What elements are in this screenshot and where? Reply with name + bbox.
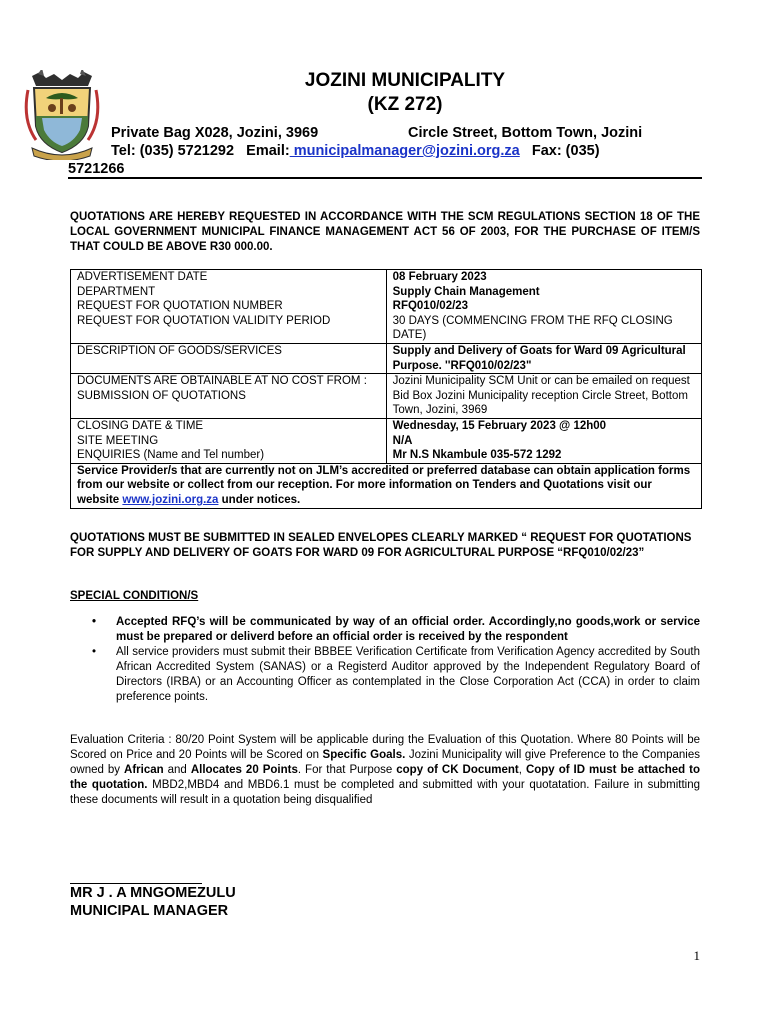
documents-submission-values [386,374,701,419]
header-divider [68,177,702,179]
value-documents: Jozini Municipality SCM Unit or can be emailed on request [392,375,690,388]
condition-text: All service providers must submit their BBBEE Verification Certificate from Verification Agency accredited by South African Accredited System (SANAS) or a Registerd Auditor approved by the Independent Regulatory Board of Directors (IRBA) or an Accounting Officer as contemplated in the Close Corporation Act (CCA) in order to claim preference points. [116,646,700,703]
value-validity-period: 30 DAYS (COMMENCING FROM THE RFQ CLOSING DATE) [392,314,673,342]
table-labels [71,270,387,344]
label-documents: DOCUMENTS ARE OBTAINABLE AT NO COST FROM : [77,375,367,388]
label-submission: SUBMISSION OF QUOTATIONS [77,389,246,402]
value-rfq-number: RFQ010/02/23 [392,300,469,313]
street-address: Circle Street, Bottom Town, Jozini [408,125,643,141]
list-item [70,645,700,705]
label-closing-date: CLOSING DATE & TIME [77,419,204,432]
eval-text: and [163,764,191,776]
email-label: Email: [246,143,290,159]
special-conditions-title: SPECIAL CONDITION/S [70,590,199,602]
eval-bold: Specific Goals. [322,749,406,761]
label-advertisement-date: ADVERTISEMENT DATE [77,271,208,283]
contact-line [111,143,600,159]
documents-submission-labels [71,374,387,419]
org-name: JOZINI MUNICIPALITY [304,70,506,91]
table-values [386,270,701,344]
eval-text: . For that Purpose [297,764,397,776]
special-conditions-heading [70,589,700,604]
signature-line [70,883,202,884]
table-row [71,418,702,463]
eval-bold: copy of CK Document [396,764,519,776]
note-end: under notices. [218,493,301,506]
value-enquiries: Mr N.S Nkambule 035-572 1292 [392,449,562,462]
eval-text: , [518,764,526,776]
table-row [71,343,702,373]
condition-text: Accepted RFQ’s will be communicated by way of an official order. Accordingly,no goods,work or service must be prepared or deliverd before an official order is received by the respondent [116,616,700,643]
eval-bold: Allocates 20 Points [190,764,298,776]
label-site-meeting: SITE MEETING [77,434,159,447]
signatory-title: MUNICIPAL MANAGER [70,903,229,919]
closing-values [386,418,701,463]
eval-text: Jozini Municipality will give Preference to the Companies owned by [70,749,701,776]
fax-continued: 5721266 [68,161,125,177]
label-enquiries: ENQUIRIES (Name and Tel number) [77,449,265,462]
table-row [71,463,702,508]
eval-bold: African [124,764,164,776]
list-item [70,615,700,645]
label-description: DESCRIPTION OF GOODS/SERVICES [71,343,387,373]
municipal-crest-logo [22,70,102,160]
signatory-name: MR J . A MNGOMEZULU [70,885,236,901]
org-code: (KZ 272) [367,94,443,115]
page-number: 1 [693,948,700,963]
rfq-details-table [70,269,702,509]
service-provider-note [71,463,702,508]
bullet-icon: • [92,616,97,628]
label-validity-period: REQUEST FOR QUOTATION VALIDITY PERIOD [77,314,331,327]
value-submission: Bid Box Jozini Municipality reception Circle Street, Bottom Town, Jozini, 3969 [392,389,688,417]
postal-address: Private Bag X028, Jozini, 3969 [111,125,319,141]
table-row [71,374,702,419]
value-description: Supply and Delivery of Goats for Ward 09 Agricultural Purpose. ''RFQ010/02/23" [386,343,701,373]
evaluation-criteria [70,733,700,808]
fax: Fax: (035) [531,143,600,159]
email-link[interactable]: municipalmanager@jozini.org.za [289,143,520,159]
label-rfq-number: REQUEST FOR QUOTATION NUMBER [77,300,283,313]
note-text: Service Provider/s that are currently not on JLM’s accredited or preferred database can obtain application forms from our website or collect from our reception. For more information on Tenders and Quotations visit our website [77,464,691,506]
intro-statement: QUOTATIONS ARE HEREBY REQUESTED IN ACCORDANCE WITH THE SCM REGULATIONS SECTION 18 OF THE LOCAL GOVERNMENT MUNICIPAL FINANCE MANAGEMENT ACT 56 OF 2003, FOR THE PURCHASE OF ITEM/S THAT COULD BE ABOVE R30 000.00. [70,211,700,253]
sealed-envelope-notice: QUOTATIONS MUST BE SUBMITTED IN SEALED ENVELOPES CLEARLY MARKED “ REQUEST FOR QUOTATIONS FOR SUPPLY AND DELIVERY OF GOATS FOR WARD 09 FOR AGRICULTURAL PURPOSE “RFQ010/02/23” [70,532,692,559]
eval-text: MBD2,MBD4 and MBD6.1 must be completed and submitted with your quotatation. Failure in submitting these documents will result in a quotation being disqualified [70,779,700,806]
eval-text: Evaluation Criteria : 80/20 Point System will be applicable during the Evaluation of this Quotation. Where 80 Points will be Scored on Price and 20 Points will be Scored on [70,734,700,761]
eval-bold: Copy of ID must be attached to the quotation. [70,764,701,791]
bullet-icon: • [92,646,97,658]
value-department: Supply Chain Management [392,285,540,298]
telephone: Tel: (035) 5721292 [111,143,235,159]
closing-labels [71,418,387,463]
conditions-list [70,615,700,705]
value-site-meeting: N/A [392,434,413,447]
website-link[interactable]: www.jozini.org.za [122,493,219,506]
table-row [71,270,702,344]
label-department: DEPARTMENT [77,285,156,298]
value-advertisement-date: 08 February 2023 [392,271,487,283]
value-closing-date: Wednesday, 15 February 2023 @ 12h00 [392,419,607,432]
